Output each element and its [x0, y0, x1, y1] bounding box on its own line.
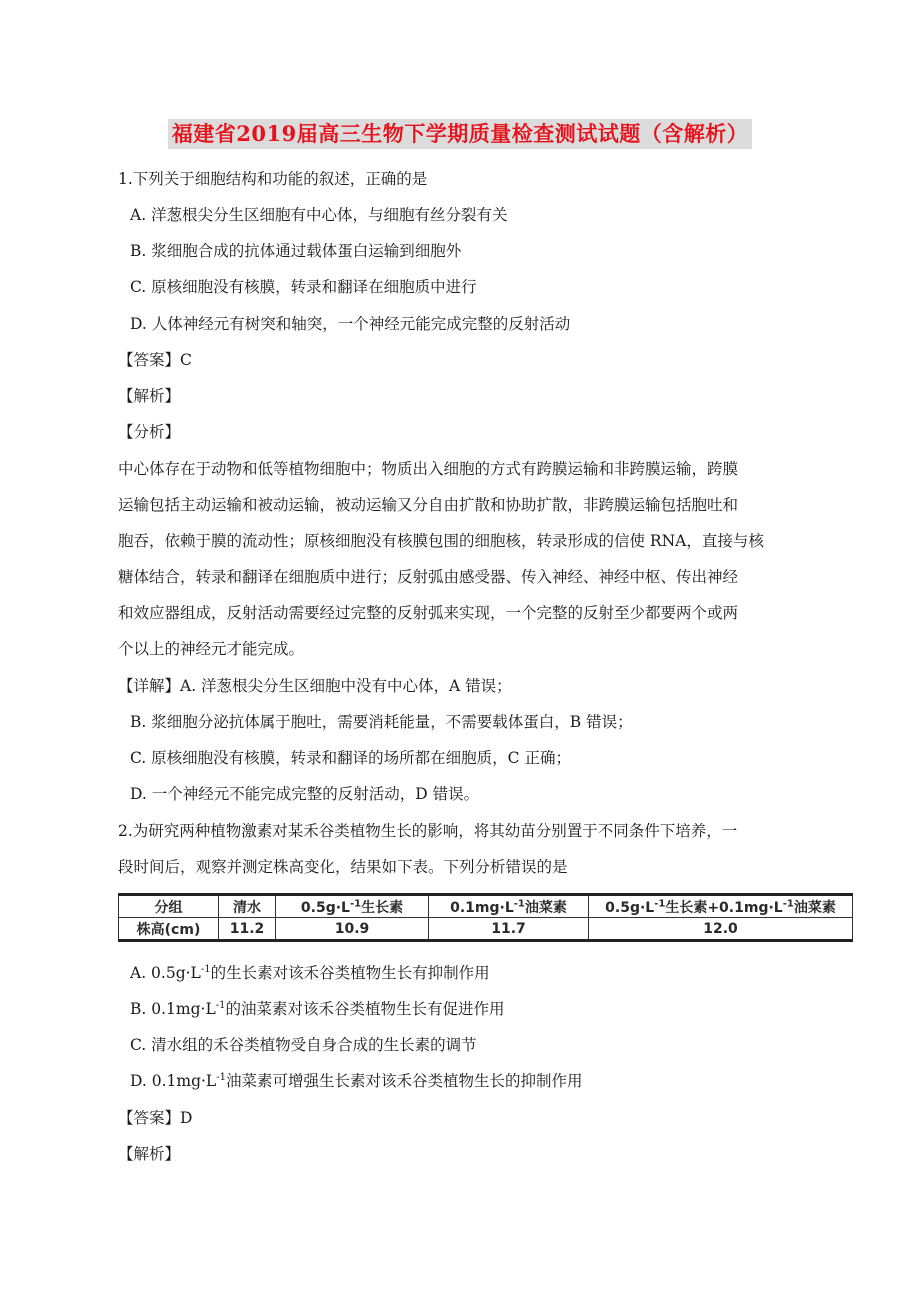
q1-stem: 1.下列关于细胞结构和功能的叙述，正确的是	[118, 170, 428, 188]
q1-answer: 【答案】C	[118, 351, 192, 369]
header-conc: 0.1mg·L	[450, 899, 514, 916]
header-sup: -1	[513, 897, 525, 909]
header-conc: 0.5g·L	[605, 899, 655, 916]
results-table	[118, 893, 853, 942]
option-text: 的生长素对该禾谷类植物生长有抑制作用	[210, 964, 490, 982]
q2-option-d	[130, 1070, 582, 1092]
q1-analysis-line: 个以上的神经元才能完成。	[118, 640, 305, 658]
table-cell: 11.2	[219, 918, 276, 941]
option-text: 油菜素可增强生长素对该禾谷类植物生长的抑制作用	[225, 1072, 583, 1090]
table-data-row	[119, 918, 853, 941]
q2-option-c	[130, 1034, 477, 1056]
q1-fenxi: 【分析】	[118, 423, 181, 441]
header-hormone: 生长素	[361, 899, 404, 916]
q2-stem-line: 2.为研究两种植物激素对某禾谷类植物生长的影响，将其幼苗分别置于不同条件下培养，一	[118, 822, 738, 840]
q1-detail-line: 【详解】A. 洋葱根尖分生区细胞中没有中心体，A 错误；	[118, 677, 512, 695]
option-sup: -1	[215, 999, 226, 1011]
q1-option-c: C. 原核细胞没有核膜，转录和翻译在细胞质中进行	[130, 278, 477, 296]
q1-option-b: B. 浆细胞合成的抗体通过载体蛋白运输到细胞外	[130, 242, 462, 260]
option-sup: -1	[200, 963, 211, 975]
table-header-cell	[429, 895, 589, 918]
table-cell: 10.9	[276, 918, 429, 941]
q1-analysis-line: 胞吞，依赖于膜的流动性；原核细胞没有核膜包围的细胞核，转录形成的信使 RNA，直接与核	[118, 532, 764, 550]
page-title: 福建省2019届高三生物下学期质量检查测试试题（含解析）	[168, 119, 752, 149]
table-header-cell: 清水	[219, 895, 276, 918]
q1-option-d: D. 人体神经元有树突和轴突，一个神经元能完成完整的反射活动	[130, 315, 571, 333]
table-row-label: 株高(cm)	[119, 918, 219, 941]
q1-jiexi: 【解析】	[118, 387, 181, 405]
q1-detail-line: C. 原核细胞没有核膜，转录和翻译的场所都在细胞质，C 正确；	[130, 749, 571, 767]
header-sup: -1	[349, 897, 362, 909]
header-hormone: 油菜素	[524, 899, 567, 916]
option-text: B. 0.1mg·L	[130, 1000, 216, 1018]
q1-detail-line: B. 浆细胞分泌抗体属于胞吐，需要消耗能量，不需要载体蛋白，B 错误；	[130, 713, 633, 731]
q2-stem-line: 段时间后，观察并测定株高变化，结果如下表。下列分析错误的是	[118, 858, 568, 876]
option-sup: -1	[216, 1071, 226, 1083]
option-text: C. 清水组的禾谷类植物受自身合成的生长素的调节	[130, 1036, 477, 1054]
q2-option-a	[130, 962, 490, 984]
q1-analysis-line: 中心体存在于动物和低等植物细胞中；物质出入细胞的方式有跨膜运输和非跨膜运输，跨膜	[118, 460, 739, 478]
table-header-cell	[589, 895, 853, 918]
table-header-cell: 分组	[119, 895, 219, 918]
header-hormone: 油菜素	[793, 899, 836, 916]
q1-analysis-line: 糖体结合，转录和翻译在细胞质中进行；反射弧由感受器、传入神经、神经中枢、传出神经	[118, 568, 739, 586]
q2-option-b	[130, 998, 505, 1020]
table-cell: 11.7	[429, 918, 589, 941]
table-cell: 12.0	[589, 918, 853, 941]
option-text: 的油菜素对该禾谷类植物生长有促进作用	[225, 1000, 505, 1018]
header-conc: 0.5g·L	[300, 899, 350, 916]
table-header-row	[119, 895, 853, 918]
table-header-cell	[276, 895, 429, 918]
header-sup: -1	[654, 897, 666, 909]
option-text: A. 0.5g·L	[130, 964, 201, 982]
title-bar	[0, 119, 920, 149]
header-sup: -1	[782, 897, 794, 909]
option-text: D. 0.1mg·L	[130, 1072, 217, 1090]
q2-jiexi: 【解析】	[118, 1145, 181, 1163]
q1-detail-line: D. 一个神经元不能完成完整的反射活动，D 错误。	[130, 785, 480, 803]
q1-analysis-line: 和效应器组成，反射活动需要经过完整的反射弧来实现，一个完整的反射至少都要两个或两	[118, 604, 739, 622]
header-hormone: 生长素+0.1mg·L	[665, 899, 783, 916]
q1-option-a: A. 洋葱根尖分生区细胞有中心体，与细胞有丝分裂有关	[130, 206, 508, 224]
q2-answer: 【答案】D	[118, 1109, 193, 1127]
q1-analysis-line: 运输包括主动运输和被动运输，被动运输又分自由扩散和协助扩散，非跨膜运输包括胞吐和	[118, 496, 739, 514]
